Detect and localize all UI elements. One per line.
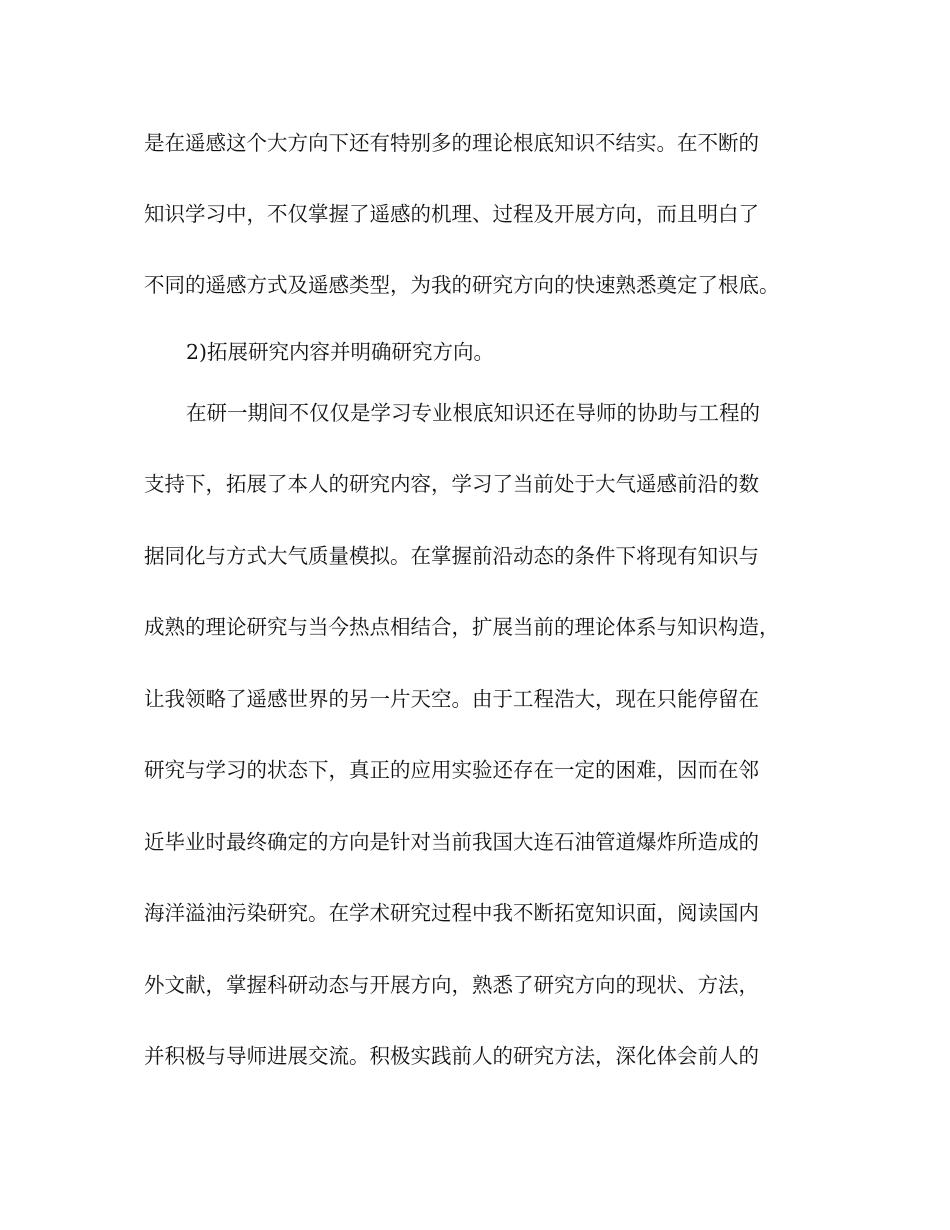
paragraph-line: 是在遥感这个大方向下还有特别多的理论根底知识不结实。在不断的 [144, 131, 759, 155]
paragraph-line: 并积极与导师进展交流。积极实践前人的研究方法，深化体会前人的 [144, 1044, 759, 1068]
paragraph-line: 据同化与方式大气质量模拟。在掌握前沿动态的条件下将现有知识与 [144, 544, 759, 568]
paragraph-line: 在研一期间不仅仅是学习专业根底知识还在导师的协助与工程的 [186, 401, 760, 425]
paragraph-line: 支持下，拓展了本人的研究内容，学习了当前处于大气遥感前沿的数 [144, 472, 759, 496]
paragraph-line: 让我领略了遥感世界的另一片天空。由于工程浩大，现在只能停留在 [144, 687, 759, 711]
paragraph-line: 海洋溢油污染研究。在学术研究过程中我不断拓宽知识面，阅读国内 [144, 901, 759, 925]
paragraph-line: 研究与学习的状态下，真正的应用实验还存在一定的困难，因而在邻 [144, 758, 759, 782]
paragraph-line: 近毕业时最终确定的方向是针对当前我国大连石油管道爆炸所造成的 [144, 830, 759, 854]
paragraph-line: 知识学习中，不仅掌握了遥感的机理、过程及开展方向，而且明白了 [144, 202, 759, 226]
paragraph-line: 不同的遥感方式及遥感类型，为我的研究方向的快速熟悉奠定了根底。 [144, 273, 780, 297]
section-heading: 2)拓展研究内容并明确研究方向。 [186, 340, 495, 364]
paragraph-line: 成熟的理论研究与当今热点相结合，扩展当前的理论体系与知识构造， [144, 615, 780, 639]
paragraph-line: 外文献，掌握科研动态与开展方向，熟悉了研究方向的现状、方法， [144, 973, 759, 997]
